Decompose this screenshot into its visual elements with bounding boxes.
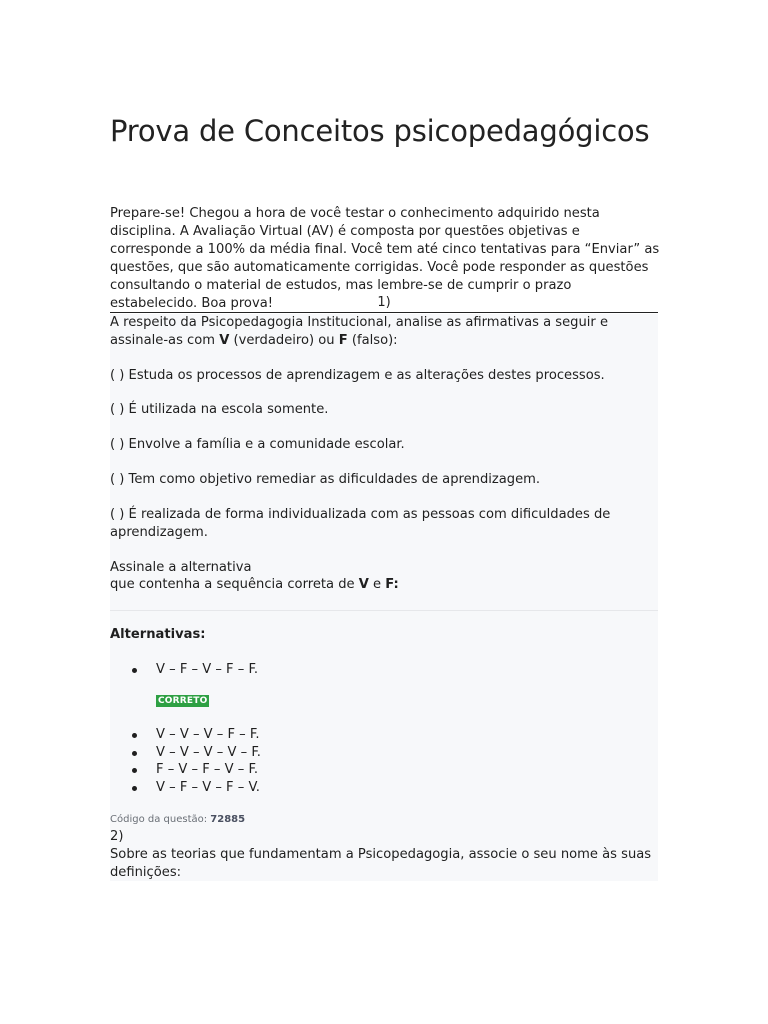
bullet-icon bbox=[132, 751, 137, 756]
statement-3: ( ) Envolve a família e a comunidade escolar. bbox=[110, 437, 405, 452]
question-code-value: 72885 bbox=[210, 814, 246, 825]
false-letter: F bbox=[338, 332, 348, 348]
alternative-5[interactable]: V – F – V – F – V. bbox=[156, 780, 260, 795]
question-2-number: 2) bbox=[110, 829, 124, 844]
instruction-and: e bbox=[368, 577, 386, 592]
bullet-icon bbox=[132, 768, 137, 773]
instruction-text: que contenha a sequência correta de bbox=[110, 577, 359, 592]
question-divider bbox=[110, 312, 658, 313]
question-code-label: Código da questão: bbox=[110, 814, 211, 825]
alternative-1[interactable]: V – F – V – F – F. bbox=[156, 662, 259, 677]
alternative-3[interactable]: V – V – V – V – F. bbox=[156, 745, 261, 760]
prompt-text-end: (falso): bbox=[347, 332, 398, 348]
prompt-text: A respeito da Psicopedagogia Institucional, analise as afirmativas a seguir e assinale-as com bbox=[110, 315, 609, 348]
instruction-false-letter: F: bbox=[385, 577, 399, 592]
statement-4: ( ) Tem como objetivo remediar as dificuldades de aprendizagem. bbox=[110, 472, 541, 487]
alternative-4[interactable]: F – V – F – V – F. bbox=[156, 762, 259, 777]
prompt-text-mid: (verdadeiro) ou bbox=[229, 332, 339, 348]
statement-2: ( ) É utilizada na escola somente. bbox=[110, 402, 329, 417]
bullet-icon bbox=[132, 733, 137, 738]
page-title: Prova de Conceitos psicopedagógicos bbox=[110, 114, 650, 148]
alternatives-label: Alternativas: bbox=[110, 627, 206, 642]
instruction-line-1: Assinale a alternativa bbox=[110, 560, 252, 575]
statement-1: ( ) Estuda os processos de aprendizagem e as alterações destes processos. bbox=[110, 368, 605, 383]
bullet-icon bbox=[132, 668, 137, 673]
correct-badge: CORRETO bbox=[158, 696, 208, 706]
question-code bbox=[110, 813, 245, 826]
question-1-prompt bbox=[110, 314, 658, 349]
bullet-icon bbox=[132, 786, 137, 791]
instruction-line-2 bbox=[110, 576, 399, 594]
true-letter: V bbox=[219, 332, 230, 348]
intro-paragraph: Prepare-se! Chegou a hora de você testar o conhecimento adquirido nesta disciplina. A Avaliação Virtual (AV) é composta por questões objetivas e corresponde a 100% da média final. Você tem até cinco tentativas para “Enviar” as questões, que são automaticamente corrigidas. Você pode responder as questões consultando o material de estudos, mas lembre-se de cumprir o prazo estabelecido. Boa prova! bbox=[110, 206, 660, 311]
instruction-true-letter: V bbox=[358, 577, 369, 592]
question-2-prompt: Sobre as teorias que fundamentam a Psicopedagogia, associe o seu nome às suas definições: bbox=[110, 847, 652, 880]
question-1-number: 1) bbox=[377, 295, 391, 310]
statement-5: ( ) É realizada de forma individualizada com as pessoas com dificuldades de aprendizagem. bbox=[110, 507, 611, 540]
alternative-2[interactable]: V – V – V – F – F. bbox=[156, 727, 260, 742]
section-separator bbox=[110, 610, 658, 611]
